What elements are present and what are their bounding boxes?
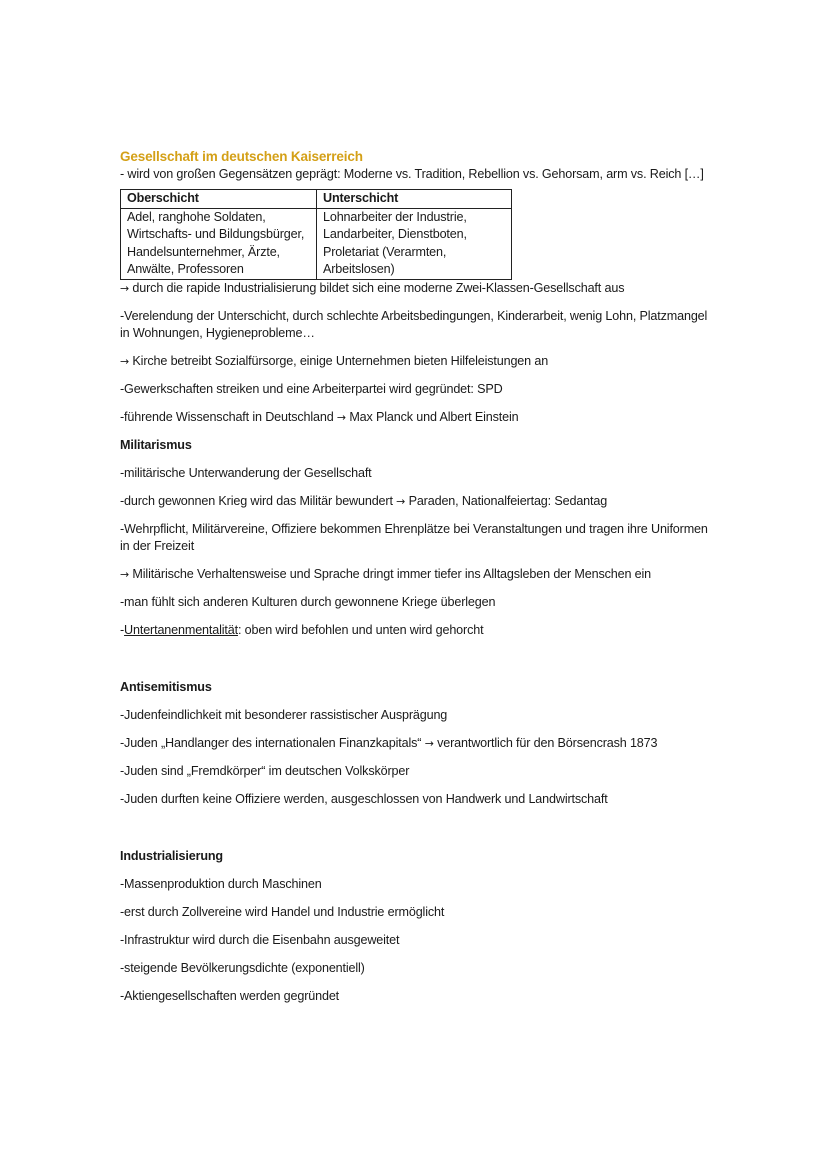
table-row (121, 208, 512, 279)
arrow-right-icon: → (120, 354, 130, 368)
section-heading-militarismus: Militarismus (120, 437, 192, 452)
list-item: -Gewerkschaften streiken und eine Arbeiterpartei wird gegründet: SPD (120, 381, 503, 396)
arrow-right-icon: → (336, 410, 346, 424)
list-item: -durch gewonnen Krieg wird das Militär bewundert → Paraden, Nationalfeiertag: Sedantag (120, 493, 608, 508)
list-item: -Verelendung der Unterschicht, durch schlechte Arbeitsbedingungen, Kinderarbeit, wenig Lohn, Platzmangel in Wohnungen, Hygieneprobleme… (120, 308, 708, 340)
document-page (120, 148, 720, 1016)
list-item: -man fühlt sich anderen Kulturen durch gewonnene Kriege überlegen (120, 594, 496, 609)
spacer (120, 819, 720, 848)
list-item: -Juden „Handlanger des internationalen Finanzkapitals“ → verantwortlich für den Börsencrash 1873 (120, 735, 658, 750)
arrow-right-icon: → (396, 494, 406, 508)
cell-oberschicht: Adel, ranghohe Soldaten, Wirtschafts- und Bildungsbürger, Handelsunternehmer, Ärzte, Anwälte, Professoren (121, 208, 317, 279)
table-header-row (121, 190, 512, 209)
list-item: -Wehrpflicht, Militärvereine, Offiziere bekommen Ehrenplätze bei Veranstaltungen und tragen ihre Uniformen in der Freizeit (120, 521, 708, 553)
list-item: -Juden durften keine Offiziere werden, ausgeschlossen von Handwerk und Landwirtschaft (120, 791, 608, 806)
list-item: -Untertanenmentalität: oben wird befohlen und unten wird gehorcht (120, 622, 484, 637)
document-title: Gesellschaft im deutschen Kaiserreich (120, 149, 363, 164)
arrow-right-icon: → (120, 567, 130, 581)
list-item: -steigende Bevölkerungsdichte (exponentiell) (120, 960, 365, 975)
section-heading-antisemitismus: Antisemitismus (120, 679, 212, 694)
list-item: → Militärische Verhaltensweise und Sprache dringt immer tiefer ins Alltagsleben der Menschen ein (120, 566, 652, 581)
list-item: -erst durch Zollvereine wird Handel und Industrie ermöglicht (120, 904, 445, 919)
list-item: -militärische Unterwanderung der Gesellschaft (120, 465, 372, 480)
list-item: → durch die rapide Industrialisierung bildet sich eine moderne Zwei-Klassen-Gesellschaft aus (120, 280, 625, 295)
underlined-term: Untertanenmentalität (124, 622, 238, 637)
spacer (120, 650, 720, 679)
list-item: -Juden sind „Fremdkörper“ im deutschen Volkskörper (120, 763, 410, 778)
list-item: -Judenfeindlichkeit mit besonderer rassistischer Ausprägung (120, 707, 448, 722)
cell-unterschicht: Lohnarbeiter der Industrie, Landarbeiter, Dienstboten, Proletariat (Verarmten, Arbeitslosen) (317, 208, 512, 279)
section-heading-industrialisierung: Industrialisierung (120, 848, 223, 863)
header-unterschicht: Unterschicht (317, 190, 512, 209)
list-item: -führende Wissenschaft in Deutschland → Max Planck und Albert Einstein (120, 409, 519, 424)
header-oberschicht: Oberschicht (121, 190, 317, 209)
list-item: → Kirche betreibt Sozialfürsorge, einige Unternehmen bieten Hilfeleistungen an (120, 353, 549, 368)
list-item: -Aktiengesellschaften werden gegründet (120, 988, 340, 1003)
arrow-right-icon: → (120, 281, 130, 295)
list-item: -Massenproduktion durch Maschinen (120, 876, 322, 891)
social-classes-table (120, 189, 512, 280)
intro-text: - wird von großen Gegensätzen geprägt: Moderne vs. Tradition, Rebellion vs. Gehorsam, arm vs. Reich […] (120, 167, 704, 181)
arrow-right-icon: → (424, 736, 434, 750)
list-item: -Infrastruktur wird durch die Eisenbahn ausgeweitet (120, 932, 400, 947)
